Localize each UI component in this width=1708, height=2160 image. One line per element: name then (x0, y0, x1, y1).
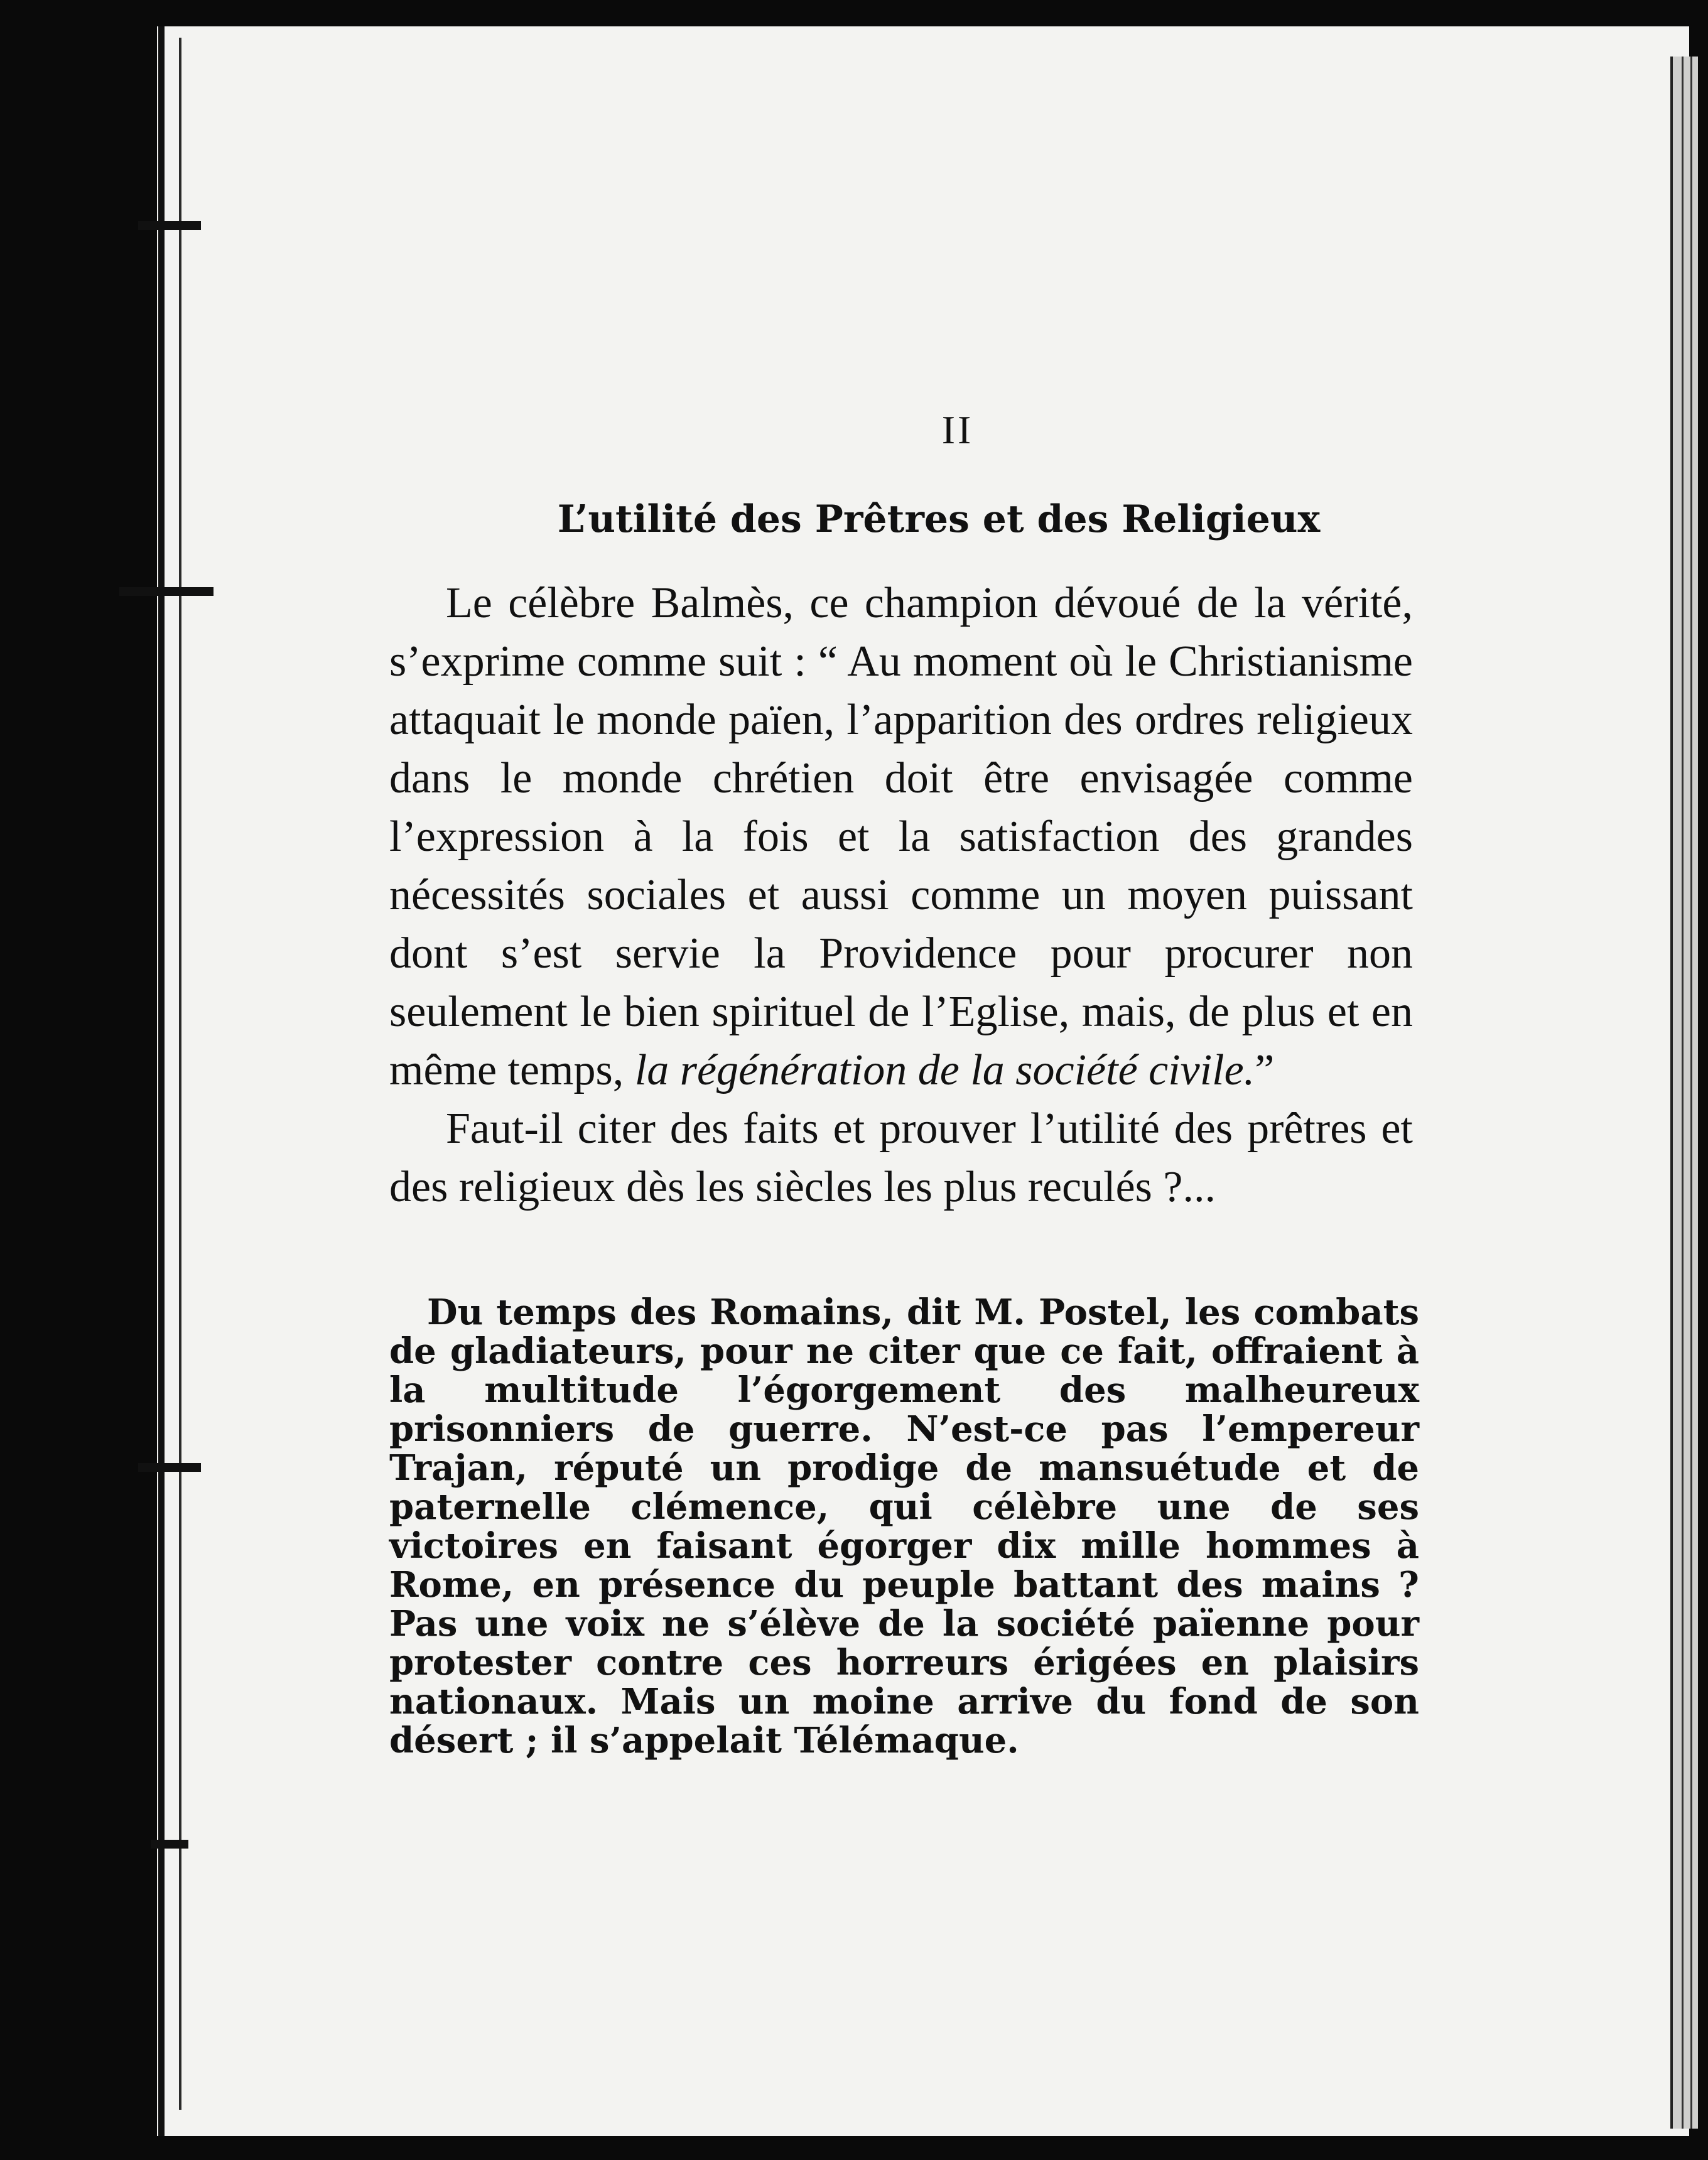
body-text (389, 574, 1413, 1216)
binding-stitch (138, 1463, 201, 1472)
quotation-block (389, 1293, 1419, 1760)
binding-thread (179, 38, 181, 2110)
page-content (389, 352, 1419, 1761)
binding-stitch (138, 221, 201, 230)
italic-phrase: la régénération de la société civile. (634, 1046, 1255, 1094)
chapter-title: L’utilité des Prêtres et des Religieux (557, 497, 1321, 541)
binding-stitch (119, 587, 214, 596)
closing-quote: ” (1255, 1046, 1275, 1094)
book-binding (158, 26, 165, 2136)
binding-stitch (151, 1840, 188, 1849)
page-edge-stack (1670, 57, 1698, 2129)
chapter-number: II (941, 408, 974, 452)
paragraph: Faut-il citer des faits et prouver l’utilité des prêtres et des religieux dès les siècles les plus reculés ?... (389, 1104, 1413, 1211)
quotation-paragraph: Du temps des Romains, dit M. Postel, les combats de gladiateurs, pour ne citer que ce fait, offraient à la multitude l’égorgement des malheureux prisonniers de guerre. N’est-ce pas l’empereur Trajan, réputé un prodige de mansuétude et de paternelle clémence, qui célèbre une de ses victoires en faisant égorger dix mille hommes à Rome, en présence du peuple battant des mains ? Pas une voix ne s’élève de la société païenne pour protester contre ces horreurs érigées en plaisirs nationaux. Mais un moine arrive du fond de son désert ; il s’appelait Télémaque. (389, 1292, 1419, 1761)
paragraph (389, 574, 1413, 1099)
paragraph-text: Le célèbre Balmès, ce champion dévoué de la vérité, s’exprime comme suit : “ Au moment où le Christianisme attaquait le monde païen, l’apparition des ordres religieux dans le monde chrétien doit être envisagée comme l’expression à la fois et la satisfaction des grandes nécessités sociales et aussi comme un moyen puissant dont s’est servie la Providence pour procurer non seulement le bien spirituel de l’Eglise, mais, de plus et en même temps, (389, 579, 1413, 1094)
